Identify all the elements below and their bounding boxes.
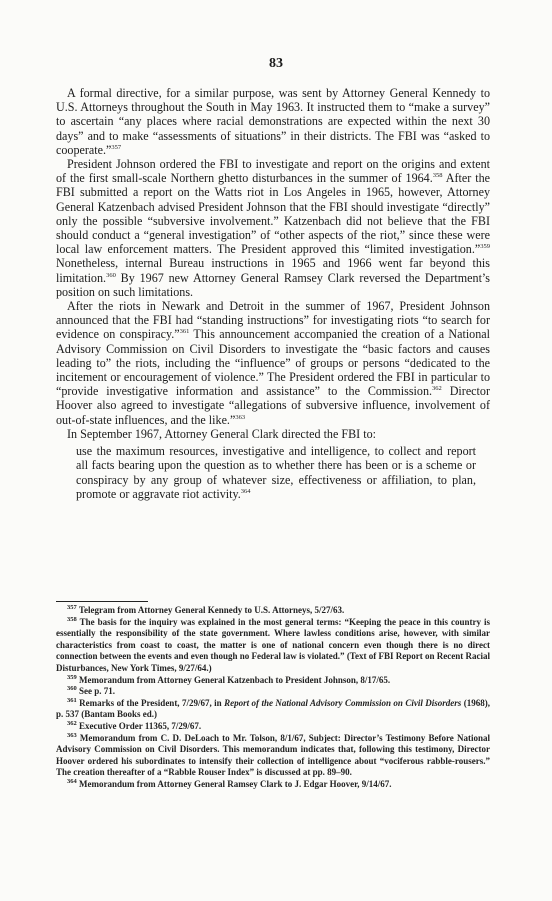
text-run: The basis for the inquiry was explained in the most general terms: “Keeping the peace in this country is essentially the responsibility of the state government. Where lawless conditions arise, however, with similar characteristics from coast to coast, the matter is one of national concern even though there is no direct connection between the events and even though no Federal law is violated.” (Text of FBI Report on Recent Racial Disturbances, New York Times, 9/27/64.) — [56, 616, 490, 673]
footnote-marker: 357 — [67, 604, 77, 611]
italic-title: Report of the National Advisory Commission on Civil Disorders — [224, 697, 462, 708]
text-run: This announcement accompanied the creation of a National Advisory Commission on Civil Disorders to investigate the “basic factors and causes leading to” the riots, including the “influence” of groups or persons “dedicated to the incitement or encouragement of violence.” The President ordered the FBI in particular to “provide investigative information and assistance” to the Commission. — [56, 327, 490, 399]
text-run: After the riots in Newark and Detroit in the summer of 1967, President Johnson announced that the FBI had “standing instructions” for investigating riots “to search for evidence on conspiracy.” — [56, 299, 490, 342]
footnote — [56, 605, 490, 617]
footnotes — [56, 605, 490, 791]
footnote-marker: 360 — [106, 271, 116, 279]
text-run: use the maximum resources, investigative and intelligence, to collect and report all facts bearing upon the question as to whether there has been or is a scheme or conspiracy by any group of whatever size, effectiveness or affiliation, to plan, promote or aggravate riot activity. — [76, 444, 476, 502]
footnote-marker: 359 — [480, 243, 490, 251]
footnote-marker: 364 — [67, 777, 77, 785]
paragraph — [56, 427, 490, 441]
footnote — [56, 779, 490, 791]
footnote-marker: 358 — [432, 172, 443, 180]
footnote — [56, 686, 490, 698]
text-run: A formal directive, for a similar purpose, was sent by Attorney General Kennedy to U.S. Attorneys throughout the South in May 1963. It instructed them to “make a survey” to ascertain “any places where racial demonstrations are expected within the next 30 days” and to make “assessments of situations” in their districts. The FBI was “asked to cooperate.” — [56, 86, 490, 157]
text-run: Remarks of the President, 7/29/67, in — [76, 697, 225, 708]
footnote-marker: 361 — [179, 328, 190, 336]
paragraph — [56, 299, 490, 427]
footnote-marker: 362 — [432, 385, 442, 393]
text-run: After the FBI submitted a report on the Watts riot in Los Angeles in 1965, however, Attorney General Katzenbach advised President Johnson that the FBI should investigate “directly” only the possible “subversive involvement.” Katzenbach did not believe that the FBI should conduct a “general investigation” of “other aspects of the riot,” since these were local law enforcement matters. The President approved this “limited investigation.” — [56, 171, 490, 257]
footnote-marker: 361 — [67, 696, 77, 704]
text-run: Memorandum from C. D. DeLoach to Mr. Tolson, 8/1/67, Subject: Director’s Testimony Before National Advisory Commission on Civil Disorders. This memorandum indicates that, following this testimony, Director Hoover ordered his subordinates to intensify their collection of intelligence about “vociferous rabble-rousers.” The creation thereafter of a “Rabble Rouser Index” is discussed at pp. 89–90. — [56, 732, 490, 778]
footnote-marker: 363 — [235, 413, 246, 421]
text-run: Memorandum from Attorney General Katzenbach to President Johnson, 8/17/65. — [76, 674, 391, 685]
text-run: (1968), p. 537 (Bantam Books ed.) — [56, 697, 490, 720]
text-run: Memorandum from Attorney General Ramsey Clark to J. Edgar Hoover, 9/14/67. — [76, 778, 392, 789]
text-run: In September 1967, Attorney General Clark directed the FBI to: — [67, 426, 376, 441]
text-run: Executive Order 11365, 7/29/67. — [76, 720, 202, 731]
footnote-marker: 357 — [111, 143, 122, 151]
block-quote — [76, 444, 476, 502]
text-run: See p. 71. — [76, 686, 115, 697]
text-run: President Johnson ordered the FBI to investigate and report on the origins and extent of the first small-scale Northern ghetto disturbances in the summer of 1964. — [56, 157, 490, 186]
footnote-marker: 363 — [67, 731, 77, 739]
paragraph — [56, 86, 490, 157]
footnote-marker: 364 — [240, 488, 251, 496]
footnote — [56, 698, 490, 721]
footnote-marker: 360 — [67, 685, 77, 693]
footnote-marker: 358 — [67, 615, 77, 623]
footnote-rule — [56, 601, 148, 602]
footnote — [56, 617, 490, 675]
footnote — [56, 733, 490, 779]
text-run: Nonetheless, internal Bureau instructions in 1965 and 1966 went far beyond this limitation. — [56, 256, 490, 285]
paragraph — [56, 157, 490, 299]
text-run: By 1967 new Attorney General Ramsey Clark reversed the Department’s position on such limitations. — [56, 270, 490, 299]
footnote — [56, 721, 490, 733]
footnote — [56, 675, 490, 687]
body-text — [56, 86, 490, 502]
text-run: Telegram from Attorney General Kennedy to U.S. Attorneys, 5/27/63. — [76, 605, 345, 615]
text-run: Director Hoover also agreed to investigate “allegations of subversive influence, involvement of out-of-state influences, and the like.” — [56, 384, 490, 427]
page-number: 83 — [269, 56, 283, 71]
footnote-marker: 359 — [67, 673, 77, 681]
footnote-marker: 362 — [67, 719, 77, 727]
